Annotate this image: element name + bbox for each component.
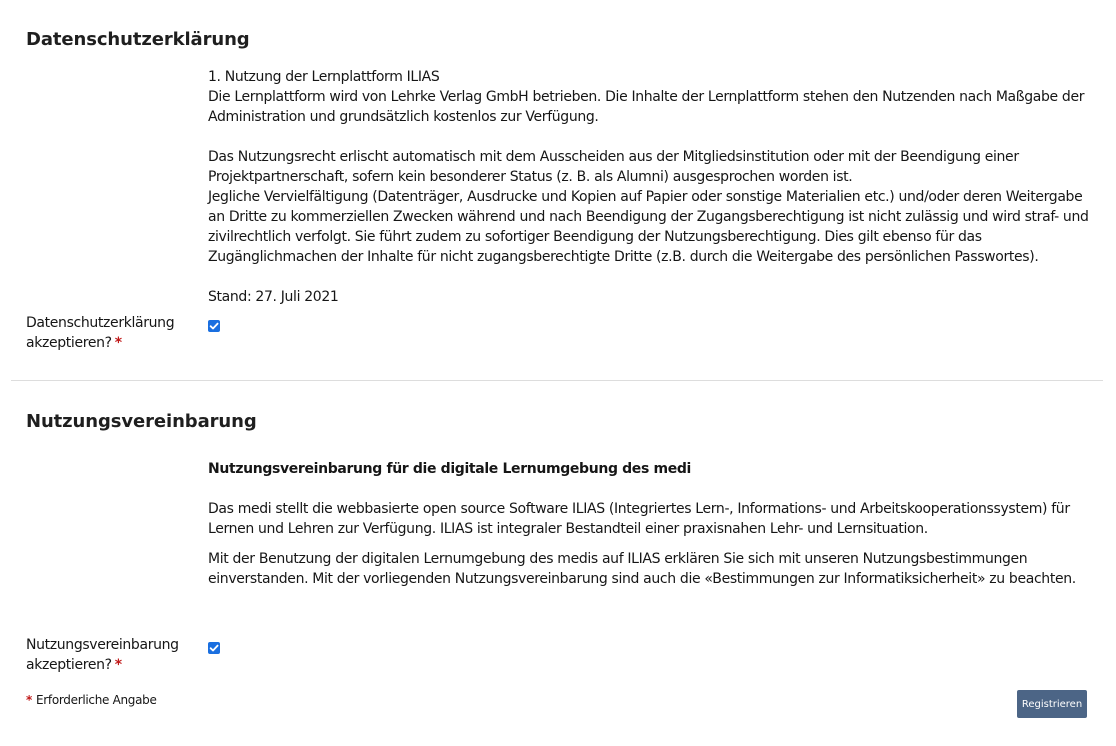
terms-paragraph-1: Das medi stellt die webbasierte open source Software ILIAS (Integriertes Lern-, Informations- und Arbeitskooperationssystem) für Lernen und Lehren zur Verfügung. ILIAS ist integraler Bestandteil einer praxisnahen Lehr- und Lernsituation.	[208, 501, 1070, 537]
checkmark-icon	[208, 320, 220, 332]
register-button[interactable]: Registrieren	[1017, 690, 1087, 718]
privacy-text	[208, 67, 1093, 307]
required-star: *	[114, 657, 122, 673]
terms-accept-label-line1: Nutzungsvereinbarung	[26, 637, 179, 653]
terms-heading: Nutzungsvereinbarung	[26, 411, 257, 432]
privacy-paragraph-2: Das Nutzungsrecht erlischt automatisch mit dem Ausscheiden aus der Mitgliedsinstitution oder mit der Beendigung einer Projektpartnerschaft, sofern kein besonderer Status (z. B. als Alumni) ausgesprochen worden ist.	[208, 149, 1019, 185]
privacy-accept-label-line2: akzeptieren?	[26, 335, 112, 351]
terms-accept-label	[26, 635, 196, 675]
privacy-accept-checkbox[interactable]	[208, 320, 220, 332]
checkmark-icon	[208, 642, 220, 654]
privacy-paragraph-1: Die Lernplattform wird von Lehrke Verlag GmbH betrieben. Die Inhalte der Lernplattform stehen den Nutzenden nach Maßgabe der Administration und grundsätzlich kostenlos zur Verfügung.	[208, 89, 1085, 125]
terms-accept-label-line2: akzeptieren?	[26, 657, 112, 673]
privacy-intro-title: 1. Nutzung der Lernplattform ILIAS	[208, 69, 440, 85]
privacy-paragraph-3: Jegliche Vervielfältigung (Datenträger, Ausdrucke und Kopien auf Papier oder sonstige Materialien etc.) und/oder deren Weitergabe an Dritte zu kommerziellen Zwecken während und nach Beendigung der Zugangsberechtigung ist nicht zulässig und wird straf- und zivilrechtlich verfolgt. Sie führt zudem zu sofortiger Beendigung der Nutzungsberechtigung. Dies gilt ebenso für das Zugänglichmachen der Inhalte für nicht zugangsberechtigte Dritte (z.B. durch die Weitergabe des persönlichen Passwortes).	[208, 189, 1089, 265]
required-note	[26, 690, 157, 710]
privacy-accept-label-line1: Datenschutzerklärung	[26, 315, 175, 331]
required-note-text: Erforderliche Angabe	[35, 693, 157, 707]
terms-paragraph-2: Mit der Benutzung der digitalen Lernumgebung des medis auf ILIAS erklären Sie sich mit unseren Nutzungsbestimmungen einverstanden. Mit der vorliegenden Nutzungsvereinbarung sind auch die «Bestimmungen zur Informatiksicherheit» zu beachten.	[208, 551, 1076, 587]
terms-text	[208, 459, 1093, 589]
terms-accept-checkbox[interactable]	[208, 642, 220, 654]
required-note-star: *	[26, 693, 32, 707]
privacy-date: Stand: 27. Juli 2021	[208, 289, 339, 305]
required-star: *	[114, 335, 122, 351]
section-divider	[11, 380, 1103, 381]
terms-subheading: Nutzungsvereinbarung für die digitale Lernumgebung des medi	[208, 461, 691, 477]
privacy-heading: Datenschutzerklärung	[26, 29, 250, 50]
privacy-accept-label	[26, 313, 196, 353]
